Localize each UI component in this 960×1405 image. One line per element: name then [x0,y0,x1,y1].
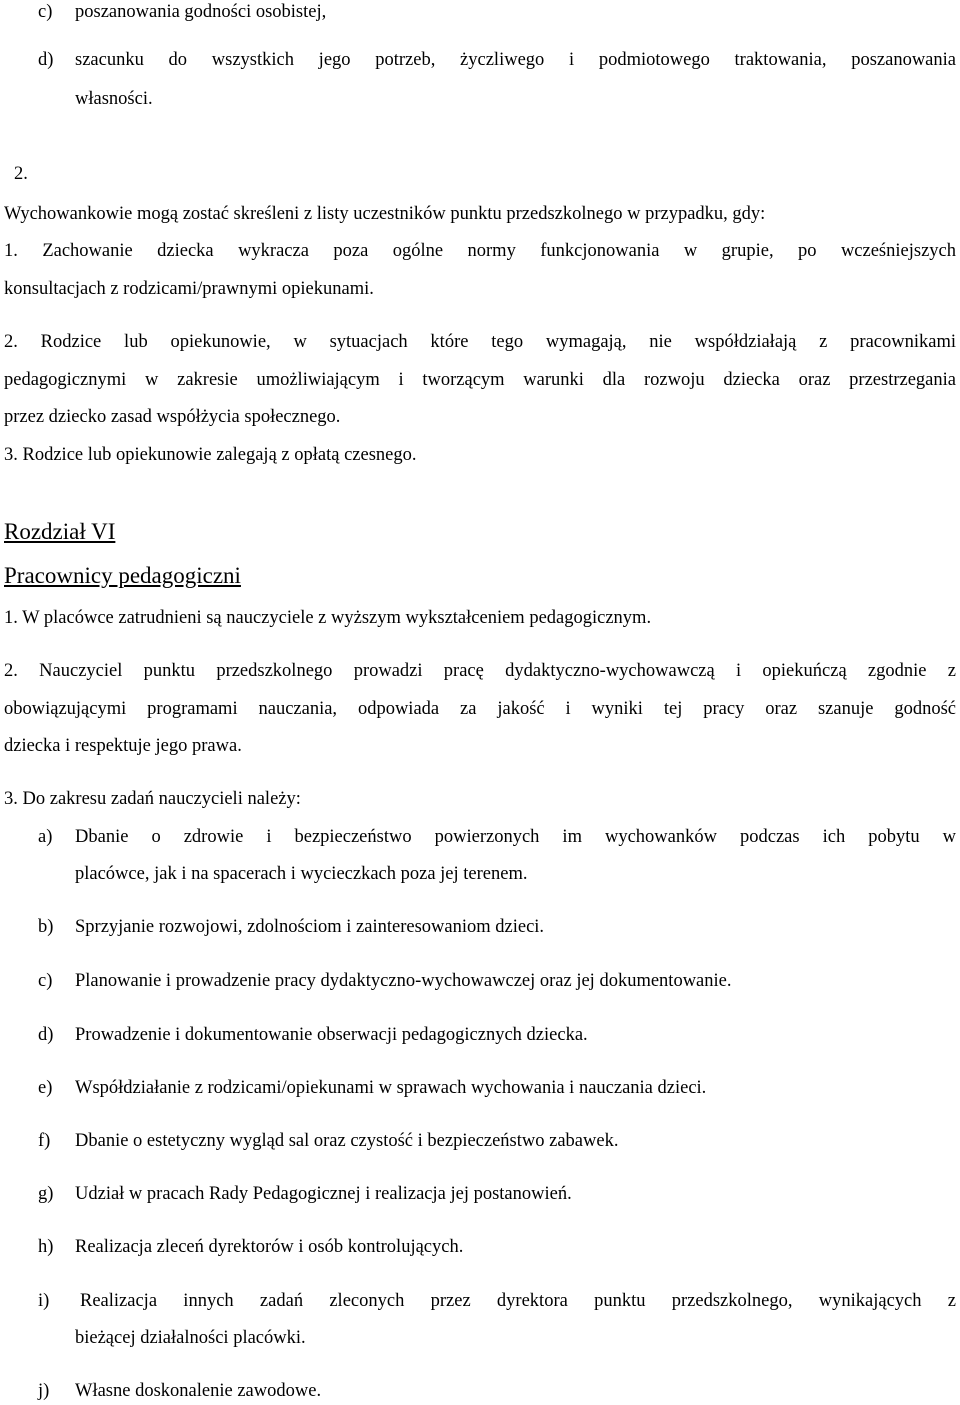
list-label: a) [38,827,53,847]
chapter-subtitle: Pracownicy pedagogiczni [4,563,241,588]
list-label: c) [38,971,53,991]
list-text: Własne doskonalenie zawodowe. [75,1381,322,1401]
list-text-continuation: własności. [75,89,153,109]
list-text: Prowadzenie i dokumentowanie obserwacji pedagogicznych dziecka. [75,1025,588,1045]
list-text-continuation: placówce, jak i na spacerach i wycieczkach poza jej terenem. [75,864,528,884]
paragraph-line: dziecka i respektuje jego prawa. [4,736,242,756]
list-label: b) [38,917,54,937]
section-intro: Wychowankowie mogą zostać skreśleni z listy uczestników punktu przedszkolnego w przypadku, gdy: [4,204,766,224]
paragraph-line: 2. Nauczyciel punktu przedszkolnego prowadzi pracę dydaktyczno-wychowawczą i opiekuńczą zgodnie z [4,661,956,681]
list-text: Realizacja innych zadań zleconych przez dyrektora punktu przedszkolnego, wynikających z [80,1291,956,1311]
paragraph-line: 3. Do zakresu zadań nauczycieli należy: [4,789,301,809]
list-text: Sprzyjanie rozwojowi, zdolnościom i zainteresowaniom dzieci. [75,917,545,937]
list-text-continuation: bieżącej działalności placówki. [75,1328,306,1348]
paragraph-line: obowiązującymi programami nauczania, odpowiada za jakość i wyniki tej pracy oraz szanuje godność [4,699,956,719]
list-text: poszanowania godności osobistej, [75,2,327,22]
paragraph-line: 1. Zachowanie dziecka wykracza poza ogólne normy funkcjonowania w grupie, po wcześniejszych [4,241,956,261]
paragraph-line: przez dziecko zasad współżycia społecznego. [4,407,341,427]
paragraph-line: 1. W placówce zatrudnieni są nauczyciele z wyższym wykształceniem pedagogicznym. [4,608,652,628]
paragraph-line: 3. Rodzice lub opiekunowie zalegają z opłatą czesnego. [4,445,417,465]
list-label: f) [38,1131,51,1151]
list-label: c) [38,2,53,22]
list-text: Planowanie i prowadzenie pracy dydaktyczno-wychowawczej oraz jej dokumentowanie. [75,971,732,991]
list-text: Współdziałanie z rodzicami/opiekunami w sprawach wychowania i nauczania dzieci. [75,1078,707,1098]
list-text: Dbanie o zdrowie i bezpieczeństwo powierzonych im wychowanków podczas ich pobytu w [75,827,956,847]
list-text: szacunku do wszystkich jego potrzeb, życzliwego i podmiotowego traktowania, poszanowania [75,50,956,70]
section-number: 2. [14,164,28,184]
chapter-title: Rozdział VI [4,519,116,544]
list-text: Realizacja zleceń dyrektorów i osób kontrolujących. [75,1237,464,1257]
paragraph-line: pedagogicznymi w zakresie umożliwiającym i tworzącym warunki dla rozwoju dziecka oraz przestrzegania [4,370,956,390]
list-text: Dbanie o estetyczny wygląd sal oraz czystość i bezpieczeństwo zabawek. [75,1131,619,1151]
list-label: j) [38,1381,50,1401]
list-label: e) [38,1078,53,1098]
list-label: d) [38,1025,54,1045]
list-label: g) [38,1184,54,1204]
list-text: Udział w pracach Rady Pedagogicznej i realizacja jej postanowień. [75,1184,572,1204]
paragraph-line: 2. Rodzice lub opiekunowie, w sytuacjach które tego wymagają, nie współdziałają z pracownikami [4,332,956,352]
paragraph-line: konsultacjach z rodzicami/prawnymi opiekunami. [4,279,374,299]
list-label: h) [38,1237,54,1257]
list-label: d) [38,50,54,70]
list-label: i) [38,1291,50,1311]
